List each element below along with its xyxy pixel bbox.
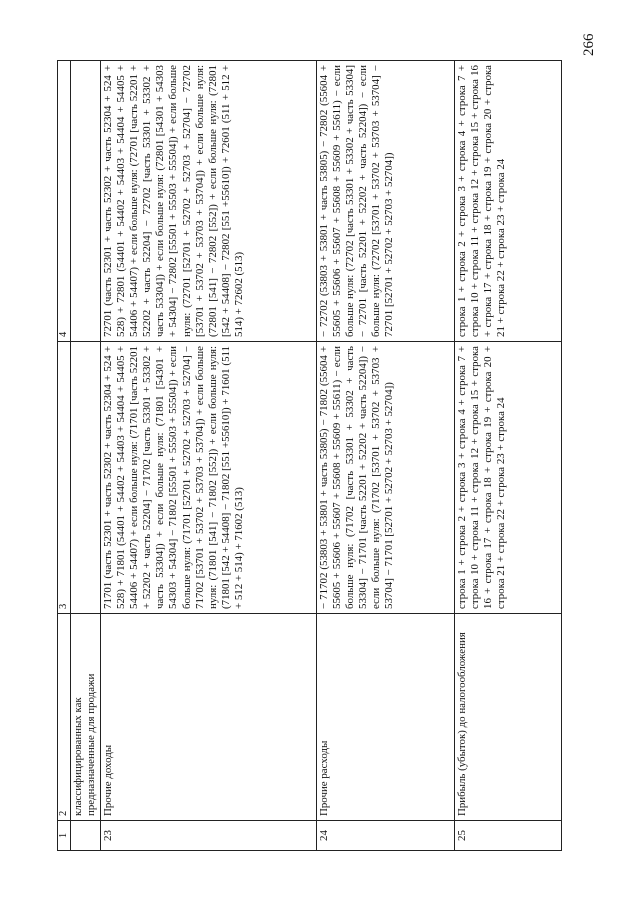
formula-table (57, 60, 562, 851)
cell-formula-col3 (71, 342, 101, 614)
cell-formula-col4: − 72702 (53803 + 53801 + часть 53805) − 72802 (55604 + 55605 + 55606 + 55607 + 55608 + 55609 + 55611) − если больше нуля: (72702 [часть 53301 + 53302 + часть 53304] − 72701 [часть 52201 + 52202 + часть 52204]) − если больше нуля: (72702 [53701 + 53702 + 53703 + 53704] − 72701 [52701 + 52702 + 52703 + 52704]) (317, 61, 455, 342)
page-number: 266 (581, 33, 597, 56)
cell-name: Прибыль (убыток) до налогообложения (455, 614, 562, 821)
cell-name: Прочие доходы (101, 614, 317, 821)
cell-formula-col3: строка 1 + строка 2 + строка 3 + строка 4 + строка 7 + строка 10 + строка 11 + строка 12 + строка 15 + строка 16 + строка 17 + строка 18 + строка 19 + строка 20 + строка 21 + строка 22 + строка 23 + строка 24 (455, 342, 562, 614)
cell-formula-col3: − 71702 (53803 + 53801 + часть 53805) − 71802 (55604 + 55605 + 55606 + 55607 + 55608 + 55609 + 55611) − если больше нуля: (71702 [часть 53301 + 53302 + часть 53304] − 71701 [часть 52201 + 52202 + часть 52204]) − если больше нуля: (71702 [53701 + 53702 + 53703 + 53704] − 71701 [52701 + 52702 + 52703 + 52704]) (317, 342, 455, 614)
cell-number: 25 (455, 821, 562, 851)
cell-name: Прочие расходы (317, 614, 455, 821)
table-row (101, 61, 317, 851)
cell-formula-col4: строка 1 + строка 2 + строка 3 + строка 4 + строка 7 + строка 10 + строка 11 + строка 12 + строка 15 + строка 16 + строка 17 + строка 18 + строка 19 + строка 20 + строка 21 + строка 22 + строка 23 + строка 24 (455, 61, 562, 342)
header-row (58, 61, 71, 851)
cell-formula-col4: 72701 (часть 52301 + часть 52302 + часть 52304 + 524 + 528) + 72801 (54401 + 54402 + 54403 + 54404 + 54405 + 54406 + 54407) + если больше нуля: (72701 [часть 52201 + 52202 + часть 52204] − 72702 [часть 53301 + 53302 + часть 53304]) + если больше нуля: (72801 [54301 + 54303 + 54304] − 72802 [55501 + 55503 + 55504]) + если больше нуля: (72701 [52701 + 52702 + 52703 + 52704] − 72702 [53701 + 53702 + 53703 + 53704]) + если больше нуля: (72801 [541] − 72802 [552]) + если больше нуля: (72801 [542 + 54408] − 72802 [551 +55610]) + 72601 (511 + 512 + 514) + 72602 (513) (101, 61, 317, 342)
rotated-table-container (57, 61, 562, 851)
table-row-continuation (71, 61, 101, 851)
table-row (455, 61, 562, 851)
table-row (317, 61, 455, 851)
cell-formula-col4 (71, 61, 101, 342)
cell-name: классифицированных как предназначенные для продажи (71, 614, 101, 821)
column-header-1: 1 (58, 821, 71, 851)
column-header-3: 3 (58, 342, 71, 614)
cell-number: 23 (101, 821, 317, 851)
cell-number (71, 821, 101, 851)
cell-formula-col3: 71701 (часть 52301 + часть 52302 + часть 52304 + 524 + 528) + 71801 (54401 + 54402 + 54403 + 54404 + 54405 + 54406 + 54407) + если больше нуля: (71701 [часть 52201 + 52202 + часть 52204] − 71702 [часть 53301 + 53302 + часть 53304]) + если больше нуля: (71801 [54301 + 54303 + 54304] − 71802 [55501 + 55503 + 55504]) + если больше нуля: (71701 [52701 + 52702 + 52703 + 52704] − 71702 [53701 + 53702 + 53703 + 53704]) + если больше нуля: (71801 [541] − 71802 [552]) + если больше нуля: (71801 [542 + 54408] − 71802 [551 +55610]) + 71601 (511 + 512 + 514) + 71602 (513) (101, 342, 317, 614)
cell-number: 24 (317, 821, 455, 851)
column-header-2: 2 (58, 614, 71, 821)
column-header-4: 4 (58, 61, 71, 342)
